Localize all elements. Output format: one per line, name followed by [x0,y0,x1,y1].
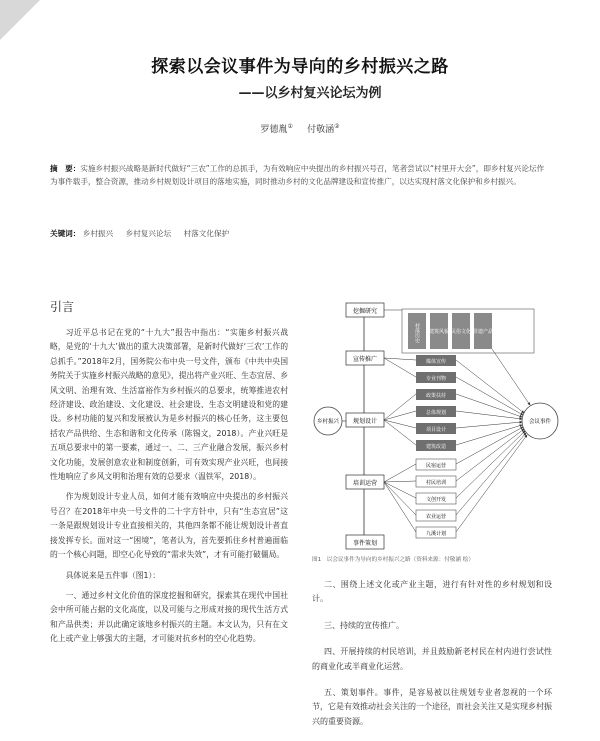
research-item [451,313,471,349]
design-item-label: 政策扶持 [425,393,447,399]
right-column [312,578,552,741]
step-label: 挖掘研究 [352,308,378,315]
step-label: 宣传推广 [352,356,378,363]
body-paragraph: 具体说来是五件事（图1）： [65,570,161,580]
body-paragraph: 作为规划设计专业人员，如何才能有效响应中央提出的乡村振兴号召？在2018年中央一号文件的二十字方针中，只有“生态宜居”这一条是跟规划设计专业直接相关的，其他四条都不能让规划设计者直接发挥专长。面对这一“困境”，笔者认为，首先要抓住乡村普遍面临的一个核心问题，即空心化导致的“需求失效”，才有可能打破僵局。 [50,492,288,560]
author-2: 付敬涵 [307,125,335,135]
keyword-item: 乡村振兴 [82,229,114,238]
design-item-label: 项目设计 [425,427,447,433]
page-corner-fold [0,0,40,40]
design-item [416,389,456,400]
training-item [416,476,456,487]
flow-diagram [312,295,562,557]
author-1-mark: ① [287,123,293,130]
step-box [346,475,384,489]
left-node-label: 乡村振兴 [316,419,340,425]
left-node [314,407,342,435]
design-item-label: 建筑改造 [425,444,447,450]
keyword-item: 村落文化保护 [183,229,230,238]
training-item [416,510,456,521]
research-item [429,313,449,349]
step-label: 规划设计 [352,418,378,425]
author-line [0,122,600,135]
abstract [50,162,550,188]
design-item [416,406,456,417]
promo-item-label: 媒体宣传 [425,359,447,365]
step-box [346,413,384,427]
step-label: 培训运营 [352,480,378,487]
step-connectors [384,358,416,532]
author-2-mark: ② [334,123,340,130]
figure-caption: 图1 以会议事件为导向的乡村振兴之路（资料来源：付敬涵 绘） [312,557,474,563]
right-node [522,403,558,439]
research-item-label: 民俗文化 [450,329,472,335]
abstract-label: 摘 要： [50,164,81,173]
research-item [473,313,493,349]
research-item [408,313,426,349]
design-item-label: 总体规划 [425,410,447,416]
training-item [416,527,456,538]
keywords-label: 关键词： [50,229,81,238]
training-item-label: 文创开发 [425,497,447,503]
design-item [416,440,456,451]
paper-title: 探索以会议事件为导向的乡村振兴之路 [151,57,449,77]
left-column [50,326,288,653]
keyword-item: 乡村复兴论坛 [125,229,172,238]
body-paragraph: 二、围绕上述文化或产业主题，进行有针对性的乡村规划和设计。 [312,580,552,604]
training-item-label: 农业运营 [425,514,447,520]
training-item [416,493,456,504]
keywords [50,228,550,239]
promo-item [416,355,456,366]
figure-1 [312,295,562,557]
promo-item [416,372,456,383]
design-item [416,423,456,434]
training-item-label: 村民培训 [425,480,447,486]
section-heading-intro: 引言 [50,300,75,314]
promo-item-label: 专业刊物 [425,376,447,382]
body-paragraph: 习近平总书记在党的“十九大”报告中指出：“实施乡村振兴战略，是党的‘十九大’做出的重大决策部署，是新时代做好‘三农’工作的总抓手。”2018年2月，国务院公布中央一号文件，颁布《中共中央国务院关于实施乡村振兴战略的意见》，提出将产业兴旺、生态宜居、乡风文明、治理有效、生活富裕作为乡村振兴的总要求，统筹推进农村经济建设、政治建设、文化建设、社会建设、生态文明建设和党的建设。乡村功能的复兴和发展被认为是乡村振兴的核心任务，这主要包括农产品供给、生态和谐和文化传承（陈锡文，2018）。产业兴旺是五项总要求中的第一要素，通过一、二、三产业融合发展，振兴乡村文化功能，发展创意农业和制度创新，可有效实现产业兴旺，也间接性地响应了乡风文明和治理有效的总要求（温铁军，2018）。 [50,328,288,482]
research-item-label: 村落历史 [414,323,420,343]
body-paragraph: 五、策划事件。事件，是容易被以往规划专业者忽视的一个环节，它是有效推动社会关注的一个途径，而社会关注又是实现乡村振兴的重要资源。 [312,688,552,726]
body-paragraph: 三、持续的宣传推广。 [324,620,404,630]
abstract-text: 实施乡村振兴战略是新时代做好“三农”工作的总抓手，为有效响应中央提出的乡村振兴号召，笔者尝试以“村里开大会”，即乡村复兴论坛作为事件载手，整合资源，推动乡村规划设计项目的落地实施，同时推动乡村的文化品牌建设和宣传推广，以达实现村落文化保护和乡村振兴。 [50,164,545,186]
author-1: 罗德胤 [260,125,288,135]
research-item-label: 建筑风貌 [428,329,450,335]
body-paragraph: 四、开展持续的村民培训，并且鼓励新老村民在村内进行尝试性的商业化或半商业化运营。 [312,647,552,671]
right-node-label: 会议事件 [528,419,552,425]
step-box [346,303,384,317]
training-item-label: 民宿运营 [425,463,447,469]
training-item-label: 九溪计划 [425,531,447,537]
training-item [416,459,456,470]
paper-subtitle: ——以乡村复兴论坛为例 [238,86,382,101]
step-label: 事件策划 [352,540,378,547]
body-paragraph: 一、通过乡村文化价值的深度挖掘和研究，探索其在现代中国社会中所可能占据的文化高度，以及可能与之形成对接的现代生活方式和产品供类；并以此确定该地乡村振兴的主题。本文认为，只有在文化上或产业上够强大的主题，才可能对抗乡村的空心化趋势。 [50,590,288,644]
step-box [346,351,384,365]
step-box [346,535,384,549]
arrows-to-event [456,349,530,532]
research-item-label: 非遗产品 [472,329,494,335]
